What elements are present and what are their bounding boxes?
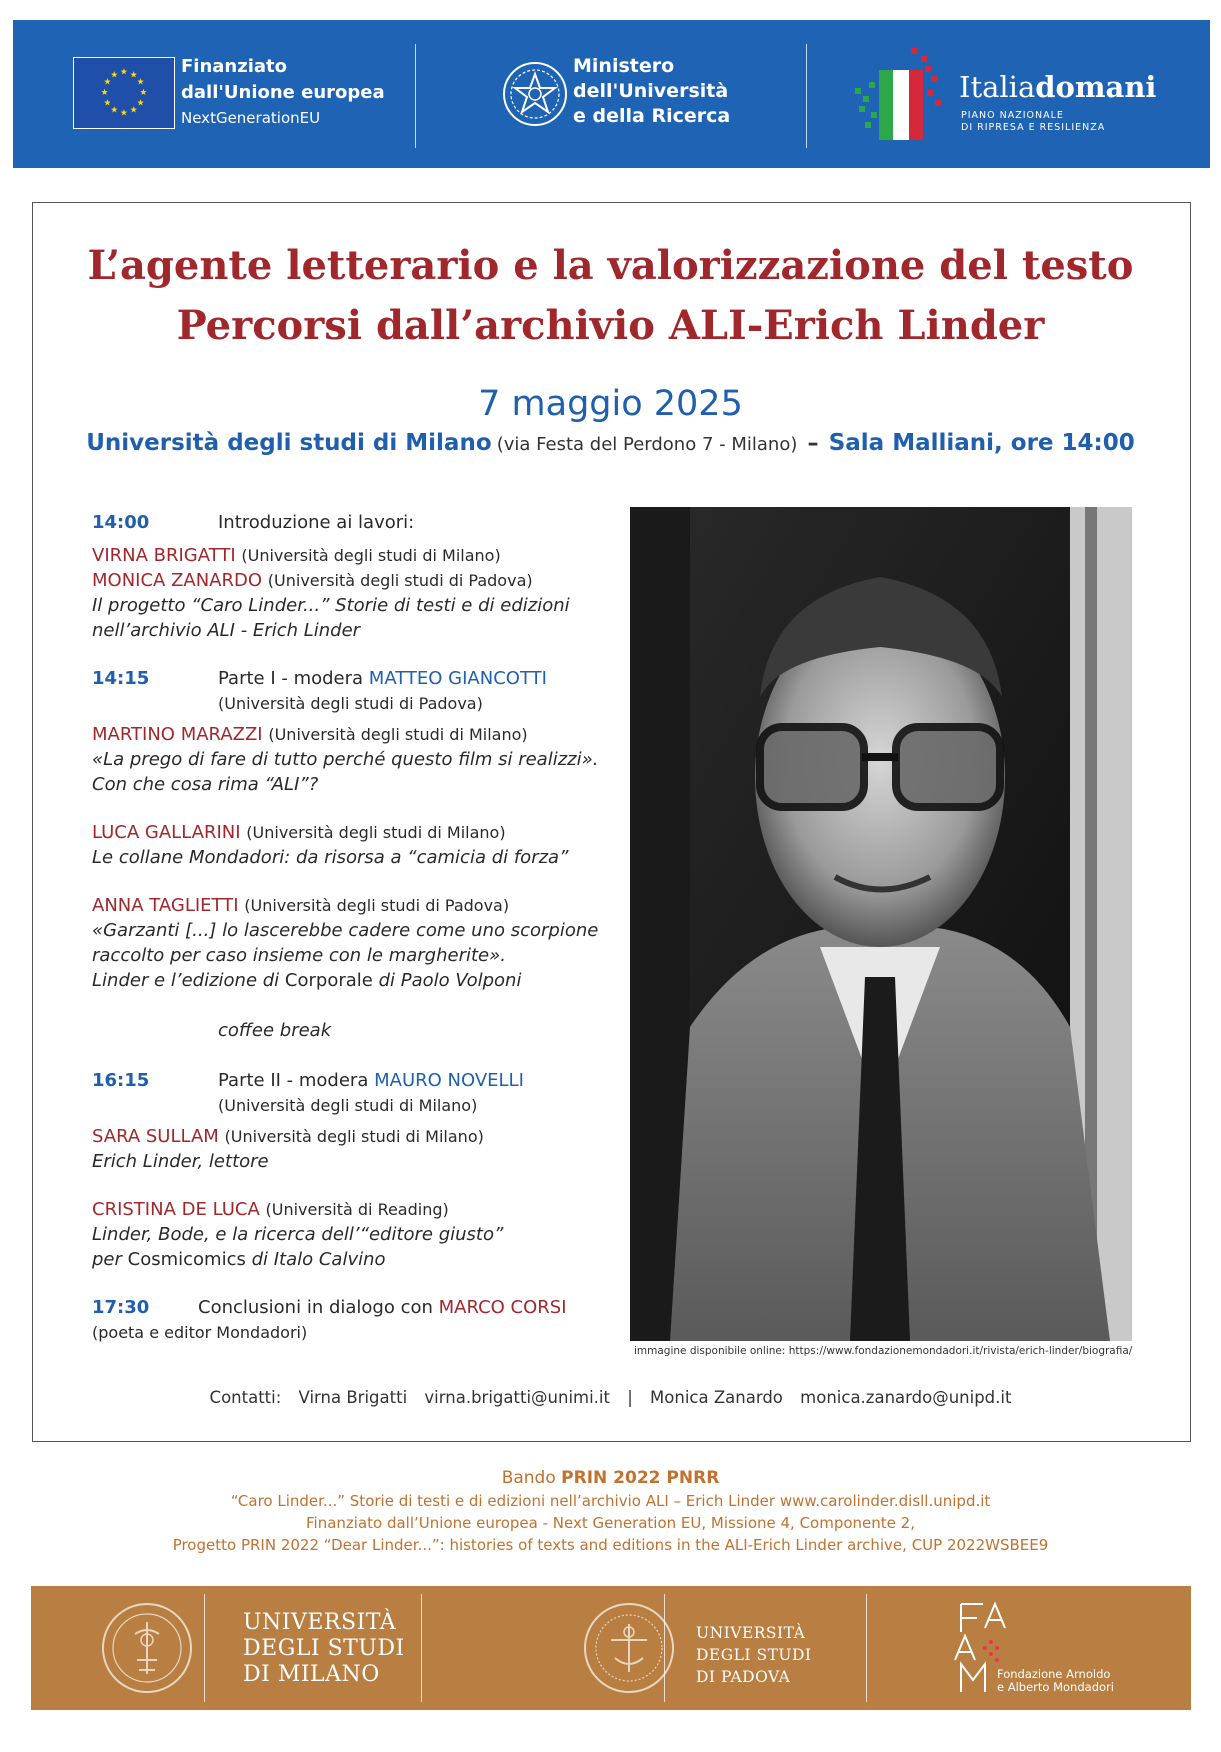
talk-part: Linder e l’edizione di	[92, 970, 285, 991]
svg-text:★: ★	[120, 108, 128, 119]
speaker-name: SARA SULLAM	[92, 1126, 219, 1147]
eu-line3: NextGenerationEU	[181, 109, 321, 127]
moderator-name: MATTEO GIANCOTTI	[368, 668, 547, 689]
conclusion-row	[198, 1295, 567, 1320]
intro-label: Introduzione ai lavori:	[218, 512, 415, 533]
moderator-affiliation: (Università degli studi di Padova)	[218, 694, 483, 713]
speaker-row	[92, 820, 506, 845]
speaker-name: CRISTINA DE LUCA	[92, 1199, 260, 1220]
svg-text:★: ★	[103, 98, 112, 109]
mur-line3: e della Ricerca	[573, 105, 731, 127]
speaker-affiliation: (Università degli studi di Milano)	[246, 823, 506, 842]
svg-text:★: ★	[136, 98, 145, 109]
talk-title: raccolto per caso insieme con le margherite».	[92, 945, 506, 966]
speaker-name: MONICA ZANARDO	[92, 570, 263, 591]
speaker-name: VIRNA BRIGATTI	[92, 545, 236, 566]
eu-flag-icon	[73, 57, 175, 129]
talk-part: di Paolo Volponi	[372, 970, 522, 991]
speaker-row	[92, 543, 501, 568]
contact-separator: |	[627, 1388, 633, 1407]
talk-title: Linder, Bode, e la ricerca dell’“editore giusto”	[92, 1224, 504, 1245]
photo-credit: immagine disponibile online: https://www.fondazionemondadori.it/rivista/erich-linder/biografia/	[634, 1345, 1133, 1357]
talk-title: nell’archivio ALI - Erich Linder	[92, 620, 361, 641]
speaker-affiliation: (Università degli studi di Milano)	[268, 725, 528, 744]
unimi-line1: UNIVERSITÀ	[243, 1610, 397, 1635]
svg-text:★: ★	[110, 70, 119, 81]
unipd-line2: DEGLI STUDI	[696, 1646, 812, 1664]
funding-project-line: “Caro Linder...” Storie di testi e di edizioni nell’archivio ALI – Erich Linder www.carolinder.disll.unipd.it	[230, 1492, 991, 1510]
intro-time: 14:00	[92, 512, 150, 533]
svg-text:★: ★	[103, 77, 112, 88]
conclusion-time: 17:30	[92, 1297, 150, 1318]
svg-text:★: ★	[120, 67, 128, 78]
italiadomani-wordmark	[959, 70, 1156, 104]
talk-part: per	[92, 1249, 128, 1270]
unipd-wordmark	[696, 1622, 812, 1688]
mur-line1: Ministero	[573, 55, 675, 77]
faam-line2: e Alberto Mondadori	[997, 1680, 1114, 1694]
footer-divider	[866, 1594, 867, 1702]
speaker-affiliation: (Università degli studi di Padova)	[267, 571, 533, 590]
mur-label	[573, 54, 730, 129]
unimi-wordmark	[243, 1610, 405, 1688]
contact-person: Monica Zanardo	[650, 1388, 783, 1407]
speaker-name: LUCA GALLARINI	[92, 822, 241, 843]
faam-line1: Fondazione Arnoldo	[997, 1667, 1111, 1681]
contacts-line	[0, 1388, 1221, 1407]
contact-person: Virna Brigatti	[298, 1388, 408, 1407]
unimi-line3: DI MILANO	[243, 1662, 380, 1687]
venue-address: (via Festa del Perdono 7 - Milano)	[496, 434, 798, 455]
unimi-seal-icon	[99, 1600, 195, 1696]
unipd-line3: DI PADOVA	[696, 1668, 791, 1686]
talk-title: «La prego di fare di tutto perché questo film si realizzi».	[92, 749, 599, 770]
italiadomani-regular: Italia	[959, 70, 1036, 104]
part1-time-row	[92, 666, 149, 691]
funding-call	[0, 1468, 1221, 1488]
unimi-line2: DEGLI STUDI	[243, 1636, 405, 1661]
contacts-label: Contatti:	[209, 1388, 282, 1407]
talk-title: Le collane Mondadori: da risorsa a “camicia di forza”	[92, 847, 569, 868]
funding-header-banner	[13, 20, 1210, 168]
footer-divider	[421, 1594, 422, 1702]
funding-cup-line: Progetto PRIN 2022 “Dear Linder...”: histories of texts and editions in the ALI-Erich Linder archive, CUP 2022WSBEE9	[172, 1536, 1049, 1554]
footer-divider	[664, 1594, 665, 1702]
speaker-name: ANNA TAGLIETTI	[92, 895, 239, 916]
moderator-name: MAURO NOVELLI	[374, 1070, 524, 1091]
erich-linder-portrait-photo	[630, 507, 1132, 1341]
talk-title: Erich Linder, lettore	[92, 1151, 269, 1172]
contact-email[interactable]: virna.brigatti@unimi.it	[424, 1388, 610, 1407]
partners-footer-banner	[31, 1586, 1191, 1710]
eu-line1: Finanziato	[181, 56, 288, 77]
eu-funding-label	[181, 54, 385, 130]
footer-divider	[204, 1594, 205, 1702]
header-divider	[806, 44, 807, 148]
conclusion-affiliation: (poeta e editor Mondadori)	[92, 1323, 308, 1342]
pnrr-line1: PIANO NAZIONALE	[961, 110, 1064, 121]
part2-row	[218, 1068, 524, 1093]
funding-eu-line: Finanziato dall’Unione europea - Next Generation EU, Missione 4, Componente 2,	[306, 1514, 915, 1532]
part2-time-row	[92, 1068, 149, 1093]
mur-line2: dell'Università	[573, 80, 729, 102]
unipd-line1: UNIVERSITÀ	[696, 1624, 806, 1642]
svg-text:★: ★	[110, 105, 119, 116]
speaker-row	[92, 568, 533, 593]
part1-label: Parte I - modera	[218, 668, 364, 689]
italiadomani-subtitle	[961, 110, 1105, 134]
event-date: 7 maggio 2025	[478, 384, 743, 424]
svg-text:★: ★	[100, 87, 109, 98]
speaker-affiliation: (Università di Reading)	[265, 1200, 449, 1219]
svg-text:★: ★	[129, 70, 138, 81]
faam-label	[997, 1668, 1114, 1694]
speaker-row	[92, 1124, 484, 1149]
talk-title: Con che cosa rima “ALI”?	[92, 774, 319, 795]
speaker-row	[92, 1197, 449, 1222]
svg-text:★: ★	[139, 87, 148, 98]
italiadomani-flag-icon	[851, 46, 947, 150]
talk-title	[92, 968, 521, 993]
svg-text:★: ★	[136, 77, 145, 88]
coffee-break: coffee break	[218, 1020, 332, 1041]
talk-title: Il progetto “Caro Linder...” Storie di testi e di edizioni	[92, 595, 570, 616]
contact-email[interactable]: monica.zanardo@unipd.it	[800, 1388, 1012, 1407]
speaker-row	[92, 893, 509, 918]
conclusion-name: MARCO CORSI	[438, 1297, 567, 1318]
conclusion-label: Conclusioni in dialogo con	[198, 1297, 433, 1318]
moderator-affiliation: (Università degli studi di Milano)	[218, 1096, 478, 1115]
speaker-affiliation: (Università degli studi di Milano)	[224, 1127, 484, 1146]
funding-call-prefix: Bando	[501, 1468, 562, 1488]
book-title: Corporale	[284, 970, 373, 991]
venue-room-time: Sala Malliani, ore 14:00	[828, 430, 1135, 456]
part1-time: 14:15	[92, 668, 150, 689]
talk-part: di Italo Calvino	[245, 1249, 386, 1270]
italiadomani-bold: domani	[1035, 70, 1157, 104]
speaker-affiliation: (Università degli studi di Milano)	[241, 546, 501, 565]
eu-line2: dall'Unione europea	[181, 82, 385, 103]
header-divider	[415, 44, 416, 148]
speaker-name: MARTINO MARAZZI	[92, 724, 263, 745]
speaker-affiliation: (Università degli studi di Padova)	[244, 896, 510, 915]
speaker-row	[92, 722, 528, 747]
event-venue	[0, 430, 1221, 456]
funding-call-name: PRIN 2022 PNRR	[561, 1468, 720, 1488]
svg-text:★: ★	[129, 105, 138, 116]
pnrr-line2: DI RIPRESA E RESILIENZA	[961, 122, 1106, 133]
italian-republic-emblem-icon	[501, 58, 569, 130]
conclusion-time-row	[92, 1295, 149, 1320]
talk-title	[92, 1247, 386, 1272]
part2-time: 16:15	[92, 1070, 150, 1091]
intro-row	[92, 510, 149, 535]
venue-dash: –	[807, 431, 819, 456]
event-subtitle: Percorsi dall’archivio ALI-Erich Linder	[176, 302, 1045, 349]
book-title: Cosmicomics	[127, 1249, 246, 1270]
part1-row	[218, 666, 547, 691]
venue-university: Università degli studi di Milano	[86, 430, 492, 456]
talk-title: «Garzanti [...] lo lascerebbe cadere come uno scorpione	[92, 920, 599, 941]
part2-label: Parte II - modera	[218, 1070, 369, 1091]
event-title: L’agente letterario e la valorizzazione del testo	[87, 242, 1134, 289]
unipd-seal-icon	[581, 1600, 677, 1696]
